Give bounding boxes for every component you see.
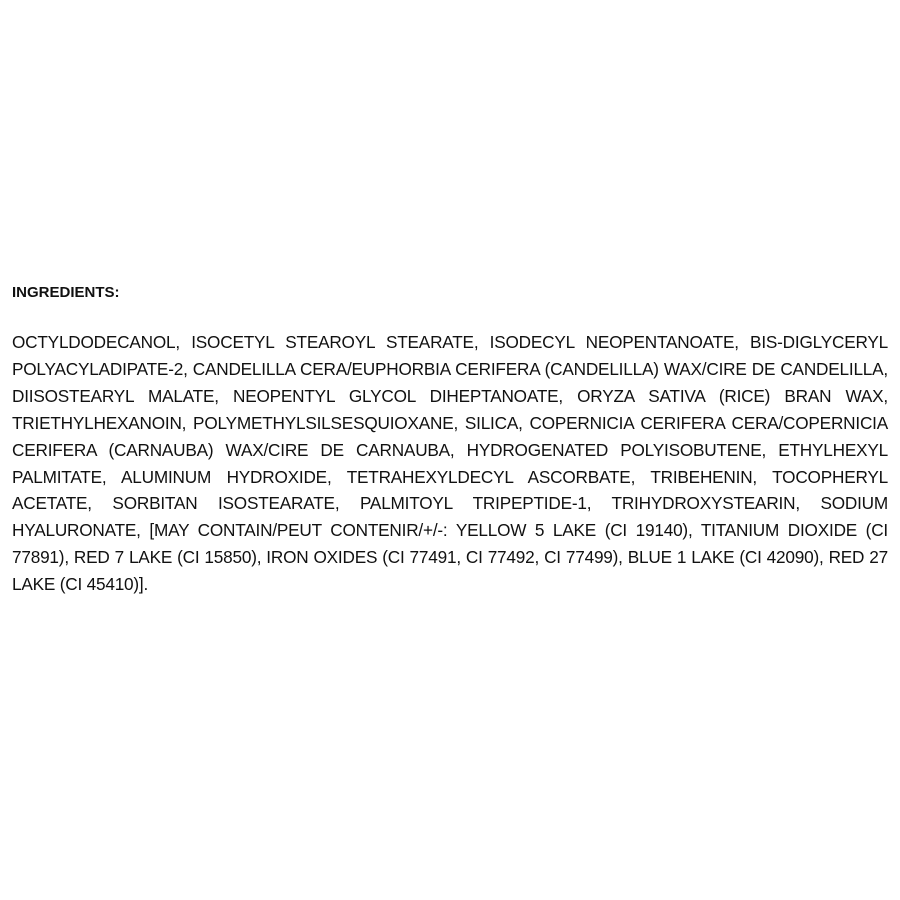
ingredients-label (12, 283, 888, 598)
ingredients-heading: INGREDIENTS: (12, 284, 120, 301)
ingredients-list: OCTYLDODECANOL, ISOCETYL STEAROYL STEARATE, ISODECYL NEOPENTANOATE, BIS-DIGLYCERYL POLYACYLADIPATE-2, CANDELILLA CERA/EUPHORBIA CERIFERA (CANDELILLA) WAX/CIRE DE CANDELILLA, DIISOSTEARYL MALATE, NEOPENTYL GLYCOL DIHEPTANOATE, ORYZA SATIVA (RICE) BRAN WAX, TRIETHYLHEXANOIN, POLYMETHYLSILSESQUIOXANE, SILICA, COPERNICIA CERIFERA CERA/COPERNICIA CERIFERA (CARNAUBA) WAX/CIRE DE CARNAUBA, HYDROGENATED POLYISOBUTENE, ETHYLHEXYL PALMITATE, ALUMINUM HYDROXIDE, TETRAHEXYLDECYL ASCORBATE, TRIBEHENIN, TOCOPHERYL ACETATE, SORBITAN ISOSTEARATE, PALMITOYL TRIPEPTIDE-1, TRIHYDROXYSTEARIN, SODIUM HYALURONATE, [MAY CONTAIN/PEUT CONTENIR/+/-: YELLOW 5 LAKE (CI 19140), TITANIUM DIOXIDE (CI 77891), RED 7 LAKE (CI 15850), IRON OXIDES (CI 77491, CI 77492, CI 77499), BLUE 1 LAKE (CI 42090), RED 27 LAKE (CI 45410)]. (12, 332, 888, 595)
